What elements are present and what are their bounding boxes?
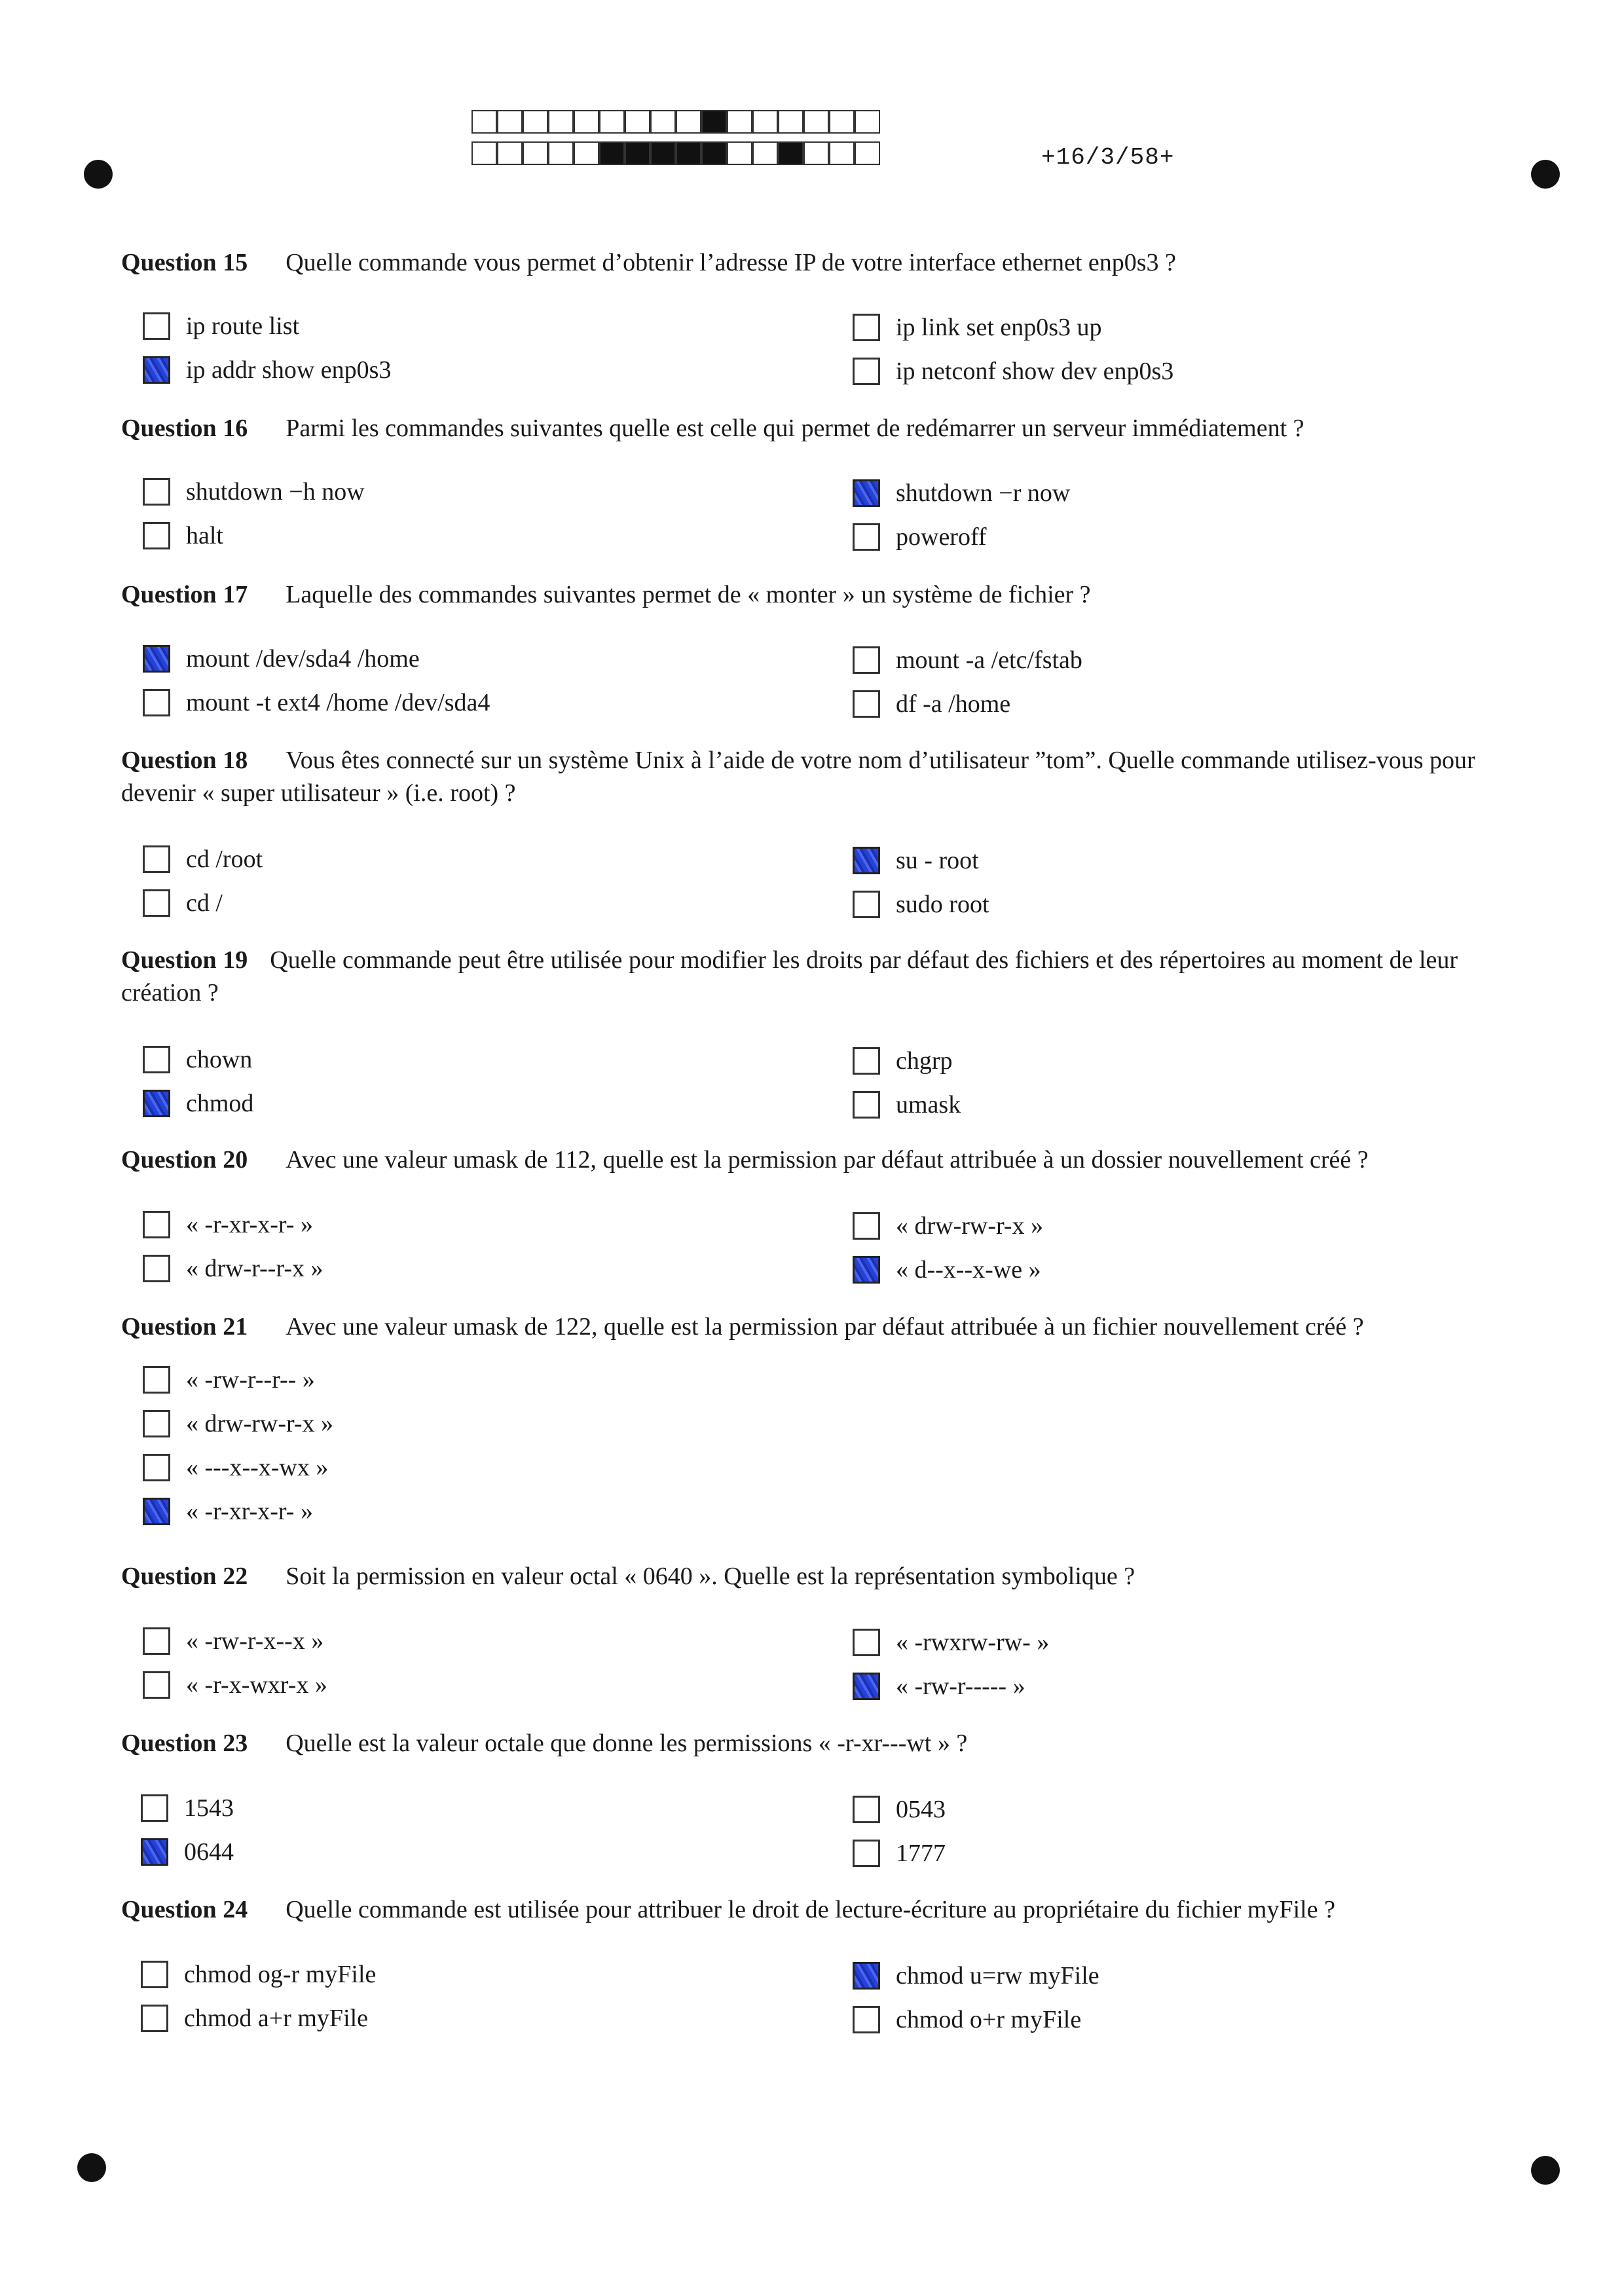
option-label: umask [896,1091,961,1119]
checkbox[interactable] [143,889,170,917]
question-number: Question 17 [121,581,248,608]
question-text: Quelle commande peut être utilisée pour modifier les droits par défaut des fichiers et des répertoires au moment de leur création ? [121,946,1458,1007]
option[interactable] [853,890,989,919]
checkbox[interactable] [143,1366,170,1394]
option-label: mount -a /etc/fstab [896,646,1082,674]
option[interactable] [143,845,263,874]
question-18 [121,744,1522,809]
question-text: Laquelle des commandes suivantes permet de « monter » un système de fichier ? [286,581,1091,608]
student-id-grid-row-2 [471,141,880,165]
registration-dot-bottom-left [77,2153,106,2182]
option[interactable] [143,644,420,673]
option-label: chmod [186,1090,254,1117]
option[interactable] [143,477,365,506]
option[interactable] [853,1839,946,1868]
question-22 [121,1560,1522,1593]
option-label: ip addr show enp0s3 [186,356,392,384]
option-label: shutdown −r now [896,479,1071,507]
checkbox[interactable] [853,358,880,385]
option[interactable] [853,1212,1043,1240]
checkbox[interactable] [853,1629,880,1656]
registration-dot-bottom-right [1531,2156,1560,2185]
option[interactable] [143,1627,323,1656]
checkbox[interactable] [143,1671,170,1699]
option-label: su - root [896,847,979,874]
checkbox[interactable] [141,2005,168,2032]
option[interactable] [143,312,299,341]
checkbox[interactable] [143,1627,170,1655]
option-label: « -rwxrw-rw- » [896,1629,1050,1656]
option[interactable] [141,2004,368,2033]
checkbox-checked[interactable] [143,645,170,673]
question-21 [121,1310,1522,1343]
option[interactable] [853,1628,1049,1657]
checkbox-checked[interactable] [853,847,880,874]
option[interactable] [853,690,1010,718]
checkbox-checked[interactable] [853,1962,880,1990]
option[interactable] [853,523,987,551]
option[interactable] [853,313,1102,342]
option-label: « -r-xr-x-r- » [186,1498,313,1525]
option-label: shutdown −h now [186,478,365,506]
checkbox[interactable] [141,1961,168,1988]
checkbox[interactable] [853,523,880,551]
question-text: Quelle commande vous permet d’obtenir l’adresse IP de votre interface ethernet enp0s3 ? [286,249,1176,276]
checkbox-checked[interactable] [143,356,170,384]
option[interactable] [143,1497,313,1526]
question-text: Parmi les commandes suivantes quelle est celle qui permet de redémarrer un serveur immédiatement ? [286,415,1304,442]
option[interactable] [143,1045,252,1074]
option-label: poweroff [896,523,987,551]
checkbox-checked[interactable] [143,1498,170,1525]
option[interactable] [141,1794,234,1823]
option[interactable] [853,2005,1081,2034]
option-label: cd / [186,889,223,917]
question-number: Question 16 [121,415,248,442]
option[interactable] [853,1090,961,1119]
option[interactable] [141,1838,234,1866]
option-label: « -rw-r----- » [896,1673,1025,1700]
question-text: Quelle commande est utilisée pour attribuer le droit de lecture-écriture au propriétaire du fichier myFile ? [286,1896,1335,1923]
checkbox[interactable] [853,1091,880,1119]
option-label: chmod u=rw myFile [896,1962,1099,1990]
checkbox[interactable] [143,845,170,873]
question-text: Vous êtes connecté sur un système Unix à l’aide de votre nom d’utilisateur ”tom”. Quelle commande utilisez-vous pour devenir « super utilisateur » (i.e. root) ? [121,747,1475,807]
question-24 [121,1893,1522,1926]
option[interactable] [853,1255,1041,1284]
checkbox[interactable] [143,1410,170,1437]
option-label: mount /dev/sda4 /home [186,645,420,673]
checkbox-checked[interactable] [143,1090,170,1117]
checkbox[interactable] [143,312,170,340]
checkbox[interactable] [853,314,880,341]
question-number: Question 20 [121,1146,248,1174]
option[interactable] [853,357,1173,386]
option[interactable] [853,1795,946,1824]
checkbox-checked[interactable] [853,479,880,507]
checkbox[interactable] [853,646,880,674]
question-19 [121,944,1522,1009]
question-number: Question 18 [121,747,248,774]
registration-dot-top-left [84,160,113,189]
option[interactable] [143,1409,333,1438]
option-label: ip link set enp0s3 up [896,314,1102,341]
option[interactable] [143,1254,323,1283]
option-label: « -r-xr-x-r- » [186,1211,313,1238]
option[interactable] [143,1453,328,1482]
option-label: ip netconf show dev enp0s3 [896,358,1174,385]
option-label: ip route list [186,312,300,340]
option-label: mount -t ext4 /home /dev/sda4 [186,689,490,716]
option[interactable] [141,1960,376,1989]
question-number: Question 23 [121,1730,248,1757]
option-label: 0543 [896,1796,946,1823]
checkbox-checked[interactable] [141,1838,168,1866]
option-label: df -a /home [896,690,1011,718]
option-label: « drw-rw-r-x » [186,1410,334,1437]
option[interactable] [853,1672,1025,1701]
option[interactable] [853,479,1070,508]
option-label: 1543 [184,1794,234,1822]
checkbox[interactable] [853,690,880,718]
option-label: chmod a+r myFile [184,2005,369,2032]
option[interactable] [853,1961,1099,1990]
checkbox[interactable] [853,891,880,918]
checkbox[interactable] [141,1794,168,1822]
option[interactable] [143,1089,253,1118]
option-label: 1777 [896,1840,946,1867]
option[interactable] [853,1046,953,1075]
checkbox[interactable] [143,1211,170,1238]
question-number: Question 22 [121,1563,248,1590]
checkbox[interactable] [853,1212,880,1240]
option-label: chown [186,1046,253,1073]
registration-dot-top-right [1531,160,1560,189]
checkbox[interactable] [143,689,170,716]
question-number: Question 21 [121,1313,248,1341]
checkbox[interactable] [853,2006,880,2033]
page-code: +16/3/58+ [1041,144,1175,171]
option-label: chmod o+r myFile [896,2006,1082,2033]
checkbox-checked[interactable] [853,1673,880,1700]
question-text: Avec une valeur umask de 112, quelle est la permission par défaut attribuée à un dossier nouvellement créé ? [286,1146,1369,1174]
checkbox[interactable] [853,1796,880,1823]
checkbox[interactable] [143,478,170,506]
option-label: « drw-r--r-x » [186,1255,323,1282]
question-15 [121,246,1522,279]
question-number: Question 15 [121,249,248,276]
option-label: « d--x--x-we » [896,1256,1041,1284]
option-label: « drw-rw-r-x » [896,1212,1044,1240]
option-label: chmod og-r myFile [184,1961,377,1988]
checkbox-checked[interactable] [853,1256,880,1284]
option[interactable] [143,1365,315,1394]
option[interactable] [143,521,223,550]
question-text: Avec une valeur umask de 122, quelle est la permission par défaut attribuée à un fichier nouvellement créé ? [286,1313,1364,1341]
checkbox[interactable] [143,522,170,549]
option[interactable] [143,1671,327,1699]
option[interactable] [853,646,1082,675]
option-label: halt [186,522,223,549]
option[interactable] [143,688,490,717]
option[interactable] [143,1210,313,1239]
question-text: Quelle est la valeur octale que donne les permissions « -r-xr---wt » ? [286,1730,968,1757]
question-text: Soit la permission en valeur octal « 0640 ». Quelle est la représentation symbolique ? [286,1563,1135,1590]
checkbox[interactable] [143,1255,170,1282]
question-23 [121,1727,1522,1760]
option[interactable] [143,889,223,917]
option-label: chgrp [896,1047,953,1075]
question-17 [121,578,1522,611]
option-label: sudo root [896,891,989,918]
option[interactable] [143,356,391,384]
checkbox[interactable] [143,1046,170,1073]
option[interactable] [853,846,979,875]
option-label: « -rw-r--r-- » [186,1366,315,1394]
option-label: « -r-x-wxr-x » [186,1671,327,1699]
question-20 [121,1143,1522,1176]
option-label: 0644 [184,1838,234,1866]
option-label: « ---x--x-wx » [186,1454,329,1481]
option-label: cd /root [186,845,263,873]
checkbox[interactable] [143,1454,170,1481]
question-number: Question 19 [121,946,248,974]
option-label: « -rw-r-x--x » [186,1627,324,1655]
checkbox[interactable] [853,1047,880,1075]
question-16 [121,412,1522,445]
checkbox[interactable] [853,1840,880,1867]
student-id-grid-row-1 [471,110,880,134]
question-number: Question 24 [121,1896,248,1923]
